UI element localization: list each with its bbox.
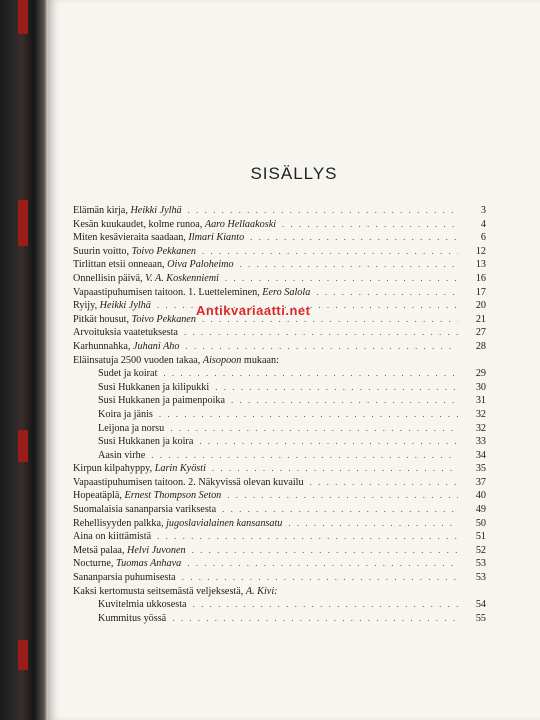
toc-leader-dots	[202, 245, 458, 259]
toc-entry	[73, 517, 486, 531]
toc-leader-dots	[222, 503, 458, 517]
toc-entry	[73, 204, 486, 218]
toc-entry-title: Vapaastipuhumisen taitoon. 1. Luetteleminen,	[73, 286, 260, 298]
toc-leader-dots	[240, 258, 458, 272]
toc-leader-dots	[212, 462, 458, 476]
toc-leader-dots	[157, 530, 458, 544]
toc-entry-author: Heikki Jylhä	[99, 300, 151, 312]
toc-entry-title: Kaksi kertomusta seitsemästä veljeksestä,	[73, 585, 244, 597]
toc-entry-text	[73, 299, 151, 313]
toc-entry-text	[73, 286, 310, 300]
toc-entry-text	[73, 517, 282, 531]
toc-entry-author: Aaro Hellaakoski	[204, 218, 277, 230]
toc-entry-title: Susi Hukkanen ja kilipukki	[98, 381, 210, 393]
toc-leader-dots	[227, 489, 458, 503]
toc-entry-author: Helvi Juvonen	[127, 544, 186, 556]
toc-entry	[73, 245, 486, 259]
toc-leader-dots	[187, 557, 458, 571]
toc-entry	[73, 354, 486, 368]
page-title: SISÄLLYS	[250, 164, 338, 183]
toc-entry-title: Suomalaisia sananparsia variksesta	[73, 504, 217, 516]
toc-entry	[73, 394, 486, 408]
toc-entry-page-number: 32	[475, 422, 486, 434]
toc-entry-page-number: 50	[475, 517, 486, 529]
toc-entry-text	[73, 231, 244, 245]
toc-entry-page-number: 37	[475, 476, 486, 488]
toc-entry-text	[73, 258, 234, 272]
toc-leader-dots	[310, 476, 458, 490]
toc-entry-author: Oiva Paloheimo	[167, 259, 234, 271]
toc-entry-title: Ryijy,	[73, 300, 98, 312]
toc-entry-author: Ernest Thompson Seton	[124, 490, 222, 502]
toc-entry-title: Tirlittan etsii onneaan,	[73, 259, 165, 271]
toc-leader-dots	[225, 272, 458, 286]
toc-entry-author: V. A. Koskenniemi	[145, 272, 219, 284]
toc-leader-dots	[199, 435, 458, 449]
toc-entry-title: Kesän kuukaudet, kolme runoa,	[73, 218, 203, 230]
toc-entry-title: Kuvitelmia ukkosesta	[98, 599, 187, 611]
toc-entry-page-number: 33	[475, 436, 486, 448]
toc-entry-page-number: 55	[475, 612, 486, 624]
toc-leader-dots	[250, 231, 458, 245]
toc-leader-dots	[163, 367, 458, 381]
toc-entry	[73, 530, 486, 544]
toc-entry-text	[98, 435, 193, 449]
toc-entry-author: Juhani Aho	[132, 340, 180, 352]
toc-entry-title: Elämän kirja,	[73, 205, 128, 216]
toc-entry	[73, 462, 486, 476]
toc-entry-author: Toivo Pekkanen	[131, 313, 197, 325]
toc-entry-page-number: 28	[475, 340, 486, 352]
toc-entry-title: Arvoituksia vaatetuksesta	[73, 327, 178, 339]
toc-entry	[73, 408, 486, 422]
toc-entry-text	[73, 462, 206, 476]
toc-entry	[73, 571, 486, 585]
toc-entry-title: Sananparsia puhumisesta	[73, 572, 176, 584]
toc-entry-page-number: 13	[475, 259, 486, 271]
toc-entry-page-number: 53	[475, 572, 486, 584]
toc-entry	[73, 286, 486, 300]
toc-entry	[73, 272, 486, 286]
toc-leader-dots	[316, 286, 458, 300]
toc-entry-page-number: 52	[475, 544, 486, 556]
toc-entry-title: Hopeatäplä,	[73, 490, 122, 502]
toc-leader-dots	[182, 571, 458, 585]
toc-entry	[73, 231, 486, 245]
toc-entry-title: Suurin voitto,	[73, 245, 130, 257]
toc-entry-text	[73, 272, 219, 286]
binding-red-stripe-lower	[18, 430, 28, 462]
toc-entry-text	[73, 218, 276, 232]
toc-entry-text	[73, 326, 178, 340]
toc-entry	[73, 367, 486, 381]
toc-leader-dots	[184, 326, 458, 340]
toc-entry-text	[98, 612, 166, 626]
toc-entry-author: Aisopoon	[202, 354, 242, 366]
toc-entry-suffix: mukaan:	[241, 354, 279, 366]
toc-entry-title: Metsä palaa,	[73, 544, 125, 556]
toc-entry-author: A. Kivi:	[245, 585, 278, 597]
table-of-contents	[73, 204, 486, 625]
toc-entry	[73, 258, 486, 272]
toc-entry-title: Aina on kiittämistä	[73, 531, 152, 543]
toc-entry-page-number: 54	[475, 599, 486, 611]
toc-entry-title: Aasin virhe	[98, 449, 146, 461]
toc-entry	[73, 476, 486, 490]
toc-entry-page-number: 53	[475, 558, 486, 570]
toc-entry-text	[98, 394, 225, 408]
toc-entry-text	[73, 245, 196, 259]
toc-entry	[73, 585, 486, 599]
toc-entry-page-number: 35	[475, 463, 486, 475]
toc-leader-dots	[282, 218, 458, 232]
toc-entry-text	[73, 476, 304, 490]
toc-entry-text	[73, 503, 216, 517]
toc-entry-title: Rehellisyyden palkka,	[73, 517, 164, 529]
toc-entry	[73, 557, 486, 571]
toc-entry-text	[73, 340, 180, 354]
toc-entry-title: Leijona ja norsu	[98, 422, 165, 434]
toc-entry-text	[73, 530, 151, 544]
toc-entry-title: Karhunnahka,	[73, 340, 131, 352]
toc-entry-author: Tuomas Anhava	[116, 558, 182, 570]
toc-entry-text	[73, 204, 182, 218]
toc-entry-title: Vapaastipuhumisen taitoon. 2. Näkyvissä olevan kuvailu	[73, 476, 304, 488]
toc-leader-dots	[231, 394, 458, 408]
toc-leader-dots	[215, 381, 458, 395]
toc-entry-text	[73, 489, 221, 503]
toc-entry	[73, 340, 486, 354]
toc-entry-text	[73, 557, 181, 571]
toc-entry-page-number: 29	[475, 368, 486, 380]
toc-entry-page-number: 20	[475, 300, 486, 312]
toc-entry	[73, 612, 486, 626]
toc-entry-title: Kummitus yössä	[98, 612, 167, 624]
toc-leader-dots	[288, 517, 458, 531]
toc-entry-page-number: 17	[475, 286, 486, 298]
toc-entry-author: Larin Kyösti	[154, 463, 206, 475]
watermark-text: Antikvariaatti.net	[196, 303, 311, 318]
toc-entry	[73, 381, 486, 395]
toc-entry	[73, 598, 486, 612]
toc-entry-page-number: 6	[480, 232, 486, 244]
toc-entry	[73, 449, 486, 463]
toc-leader-dots	[151, 449, 458, 463]
toc-entry-text	[98, 408, 153, 422]
toc-entry-text	[98, 367, 157, 381]
toc-entry-text	[73, 544, 186, 558]
toc-entry-author: Eero Salola	[262, 286, 311, 298]
toc-leader-dots	[172, 612, 458, 626]
toc-leader-dots	[192, 544, 458, 558]
toc-entry-title: Susi Hukkanen ja koira	[98, 436, 194, 448]
toc-entry-page-number: 34	[475, 449, 486, 461]
toc-entry-text	[73, 313, 196, 327]
toc-entry-title: Pitkät housut,	[73, 313, 130, 325]
toc-entry-text	[73, 571, 176, 585]
toc-entry-page-number: 51	[475, 531, 486, 543]
toc-leader-dots	[170, 422, 458, 436]
toc-entry	[73, 326, 486, 340]
toc-entry-title: Eläinsatuja 2500 vuoden takaa,	[73, 354, 201, 366]
toc-entry	[73, 422, 486, 436]
toc-entry-text	[98, 381, 209, 395]
toc-entry-page-number: 27	[475, 327, 486, 339]
toc-entry-author: Heikki Jylhä	[130, 205, 182, 216]
toc-entry	[73, 435, 486, 449]
toc-entry-title: Koira ja jänis	[98, 408, 153, 420]
toc-entry-text	[98, 422, 164, 436]
toc-entry-title: Onnellisin päivä,	[73, 272, 143, 284]
toc-leader-dots	[186, 340, 459, 354]
toc-entry-title: Nocturne,	[73, 558, 114, 570]
toc-entry	[73, 544, 486, 558]
toc-entry-title: Kirpun kilpahyppy,	[73, 463, 153, 475]
toc-entry-page-number: 49	[475, 504, 486, 516]
toc-entry-page-number: 4	[480, 218, 486, 230]
binding-red-stripe-bottom	[18, 640, 28, 670]
toc-entry-text	[98, 598, 187, 612]
toc-entry-page-number: 31	[475, 395, 486, 407]
toc-entry-title: Sudet ja koirat	[98, 368, 158, 380]
toc-entry-page-number: 40	[475, 490, 486, 502]
toc-entry-page-number: 3	[480, 205, 486, 216]
toc-entry-title: Miten kesävieraita saadaan,	[73, 232, 186, 244]
toc-entry-page-number: 16	[475, 272, 486, 284]
toc-entry-text	[73, 354, 279, 368]
binding-red-stripe-middle	[18, 200, 28, 246]
toc-entry-text	[98, 449, 145, 463]
toc-entry	[73, 503, 486, 517]
toc-entry-author: Toivo Pekkanen	[131, 245, 197, 257]
toc-entry	[73, 218, 486, 232]
toc-leader-dots	[159, 408, 458, 422]
toc-entry-page-number: 32	[475, 408, 486, 420]
toc-entry-text	[73, 585, 278, 599]
book-binding-edge	[0, 0, 48, 720]
toc-leader-dots	[193, 598, 458, 612]
toc-entry-page-number: 12	[475, 245, 486, 257]
toc-entry-title: Susi Hukkanen ja paimenpoika	[98, 395, 226, 407]
toc-entry-page-number: 21	[475, 313, 486, 325]
toc-entry-author: jugoslavialainen kansansatu	[166, 517, 283, 529]
toc-entry-page-number: 30	[475, 381, 486, 393]
toc-entry	[73, 489, 486, 503]
binding-red-stripe-top	[18, 0, 28, 34]
toc-leader-dots	[188, 204, 458, 218]
toc-entry-author: Ilmari Kianto	[188, 232, 245, 244]
